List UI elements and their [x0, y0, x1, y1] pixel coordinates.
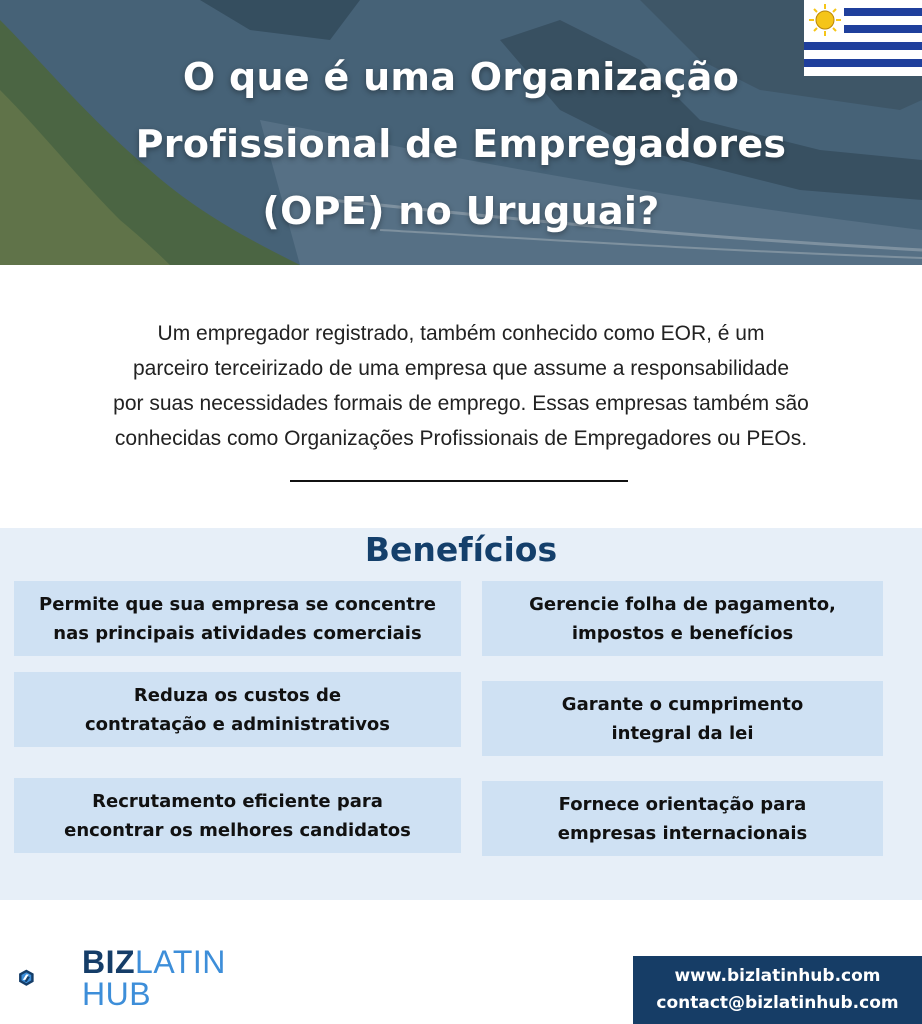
benefit-card — [14, 581, 461, 656]
intro-line: Um empregador registrado, também conhecido como EOR, é um — [157, 322, 765, 345]
hero-banner — [0, 0, 922, 265]
logo-hub: HUB — [82, 976, 152, 1012]
benefit-text: Garante o cumprimento — [561, 693, 804, 715]
intro-line: parceiro terceirizado de uma empresa que assume a responsabilidade — [132, 357, 790, 380]
benefit-text: Fornece orientação para — [558, 793, 807, 815]
logo-biz: BIZ — [82, 944, 136, 980]
bizlatinhub-logo-icon — [18, 945, 80, 1011]
intro-line: por suas necessidades formais de emprego. Essas empresas também são — [113, 392, 809, 415]
logo-latin: LATIN — [135, 944, 226, 980]
benefit-card — [482, 681, 883, 756]
benefit-text: Gerencie folha de pagamento, — [529, 593, 836, 615]
title-line: Profissional de Empregadores — [135, 122, 787, 166]
benefits-title: Benefícios — [364, 530, 558, 569]
benefit-text: Permite que sua empresa se concentre — [39, 593, 436, 615]
benefit-text: impostos e benefícios — [571, 622, 794, 644]
intro-line: conhecidas como Organizações Profissionais de Empregadores ou PEOs. — [114, 427, 808, 450]
benefit-card — [482, 781, 883, 856]
benefit-text: contratação e administrativos — [84, 713, 391, 735]
uruguay-flag-icon — [804, 0, 922, 76]
brand-logo[interactable] — [82, 946, 226, 1010]
benefit-text: Recrutamento eficiente para — [92, 790, 383, 812]
title-line: (OPE) no Uruguai? — [262, 189, 660, 233]
website-link[interactable]: www.bizlatinhub.com — [674, 966, 881, 986]
title-line: O que é uma Organização — [182, 55, 740, 99]
benefit-text: integral da lei — [611, 722, 754, 744]
benefit-card — [14, 778, 461, 853]
benefit-text: encontrar os melhores candidatos — [64, 819, 411, 841]
section-divider — [290, 480, 628, 482]
benefit-card — [482, 581, 883, 656]
benefit-text: nas principais atividades comerciais — [53, 622, 422, 644]
contact-box — [633, 956, 922, 1024]
benefit-text: empresas internacionais — [557, 822, 808, 844]
intro-paragraph — [20, 316, 902, 456]
page-title — [90, 44, 832, 245]
benefit-text: Reduza os custos de — [133, 684, 342, 706]
email-link[interactable]: contact@bizlatinhub.com — [656, 993, 899, 1013]
benefit-card — [14, 672, 461, 747]
